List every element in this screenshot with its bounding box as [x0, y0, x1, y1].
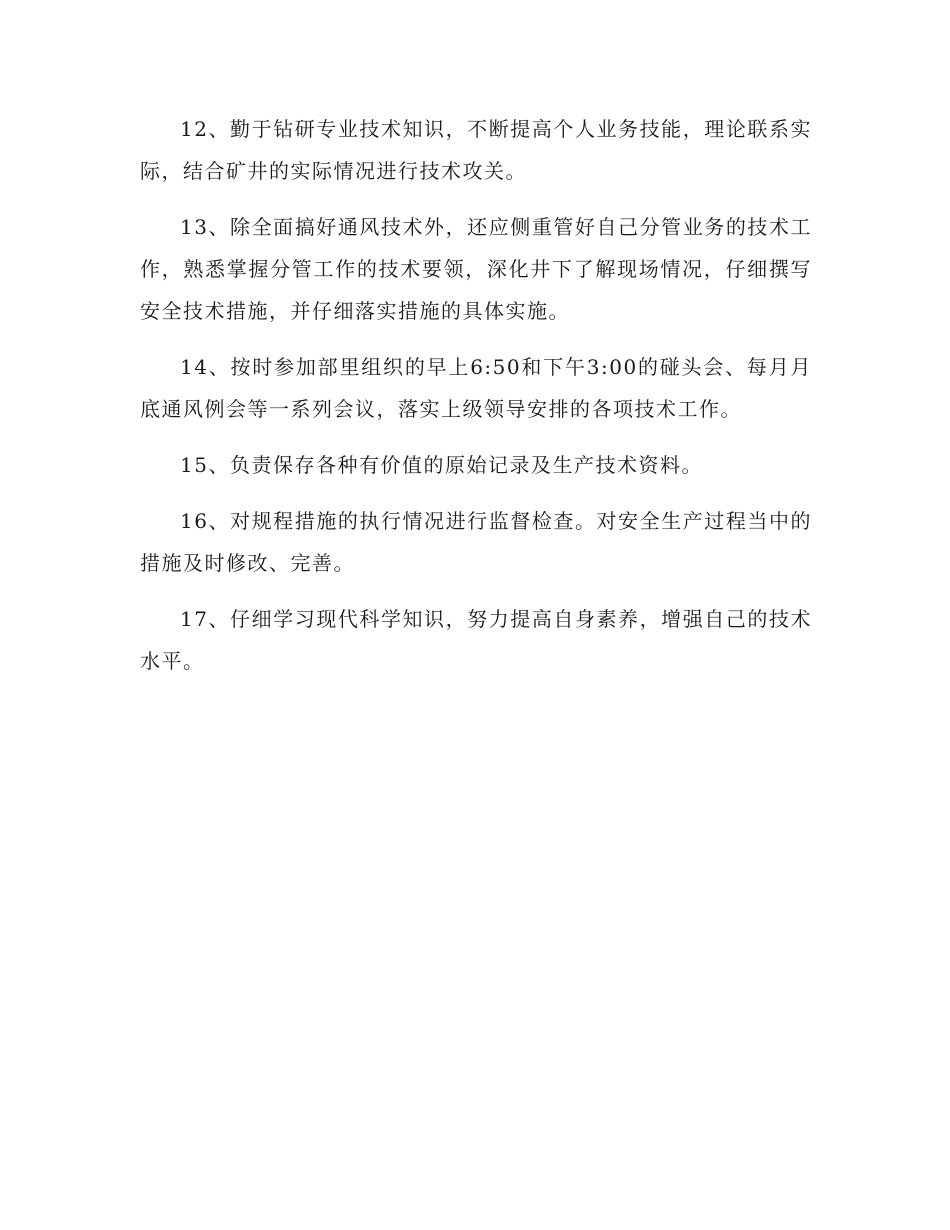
document-body	[140, 108, 812, 696]
paragraph-16: 16、对规程措施的执行情况进行监督检查。对安全生产过程当中的措施及时修改、完善。	[140, 509, 812, 575]
paragraph-17: 17、仔细学习现代科学知识，努力提高自身素养，增强自己的技术水平。	[140, 607, 812, 673]
paragraph-12: 12、勤于钻研专业技术知识，不断提高个人业务技能，理论联系实际，结合矿井的实际情况进行技术攻关。	[140, 117, 812, 183]
paragraph-15: 15、负责保存各种有价值的原始记录及生产技术资料。	[180, 453, 703, 477]
paragraph-13: 13、除全面搞好通风技术外，还应侧重管好自己分管业务的技术工作，熟悉掌握分管工作的技术要领，深化井下了解现场情况，仔细撰写安全技术措施，并仔细落实措施的具体实施。	[140, 215, 812, 323]
paragraph-14: 14、按时参加部里组织的早上6:50和下午3:00的碰头会、每月月底通风例会等一系列会议，落实上级领导安排的各项技术工作。	[140, 355, 812, 421]
